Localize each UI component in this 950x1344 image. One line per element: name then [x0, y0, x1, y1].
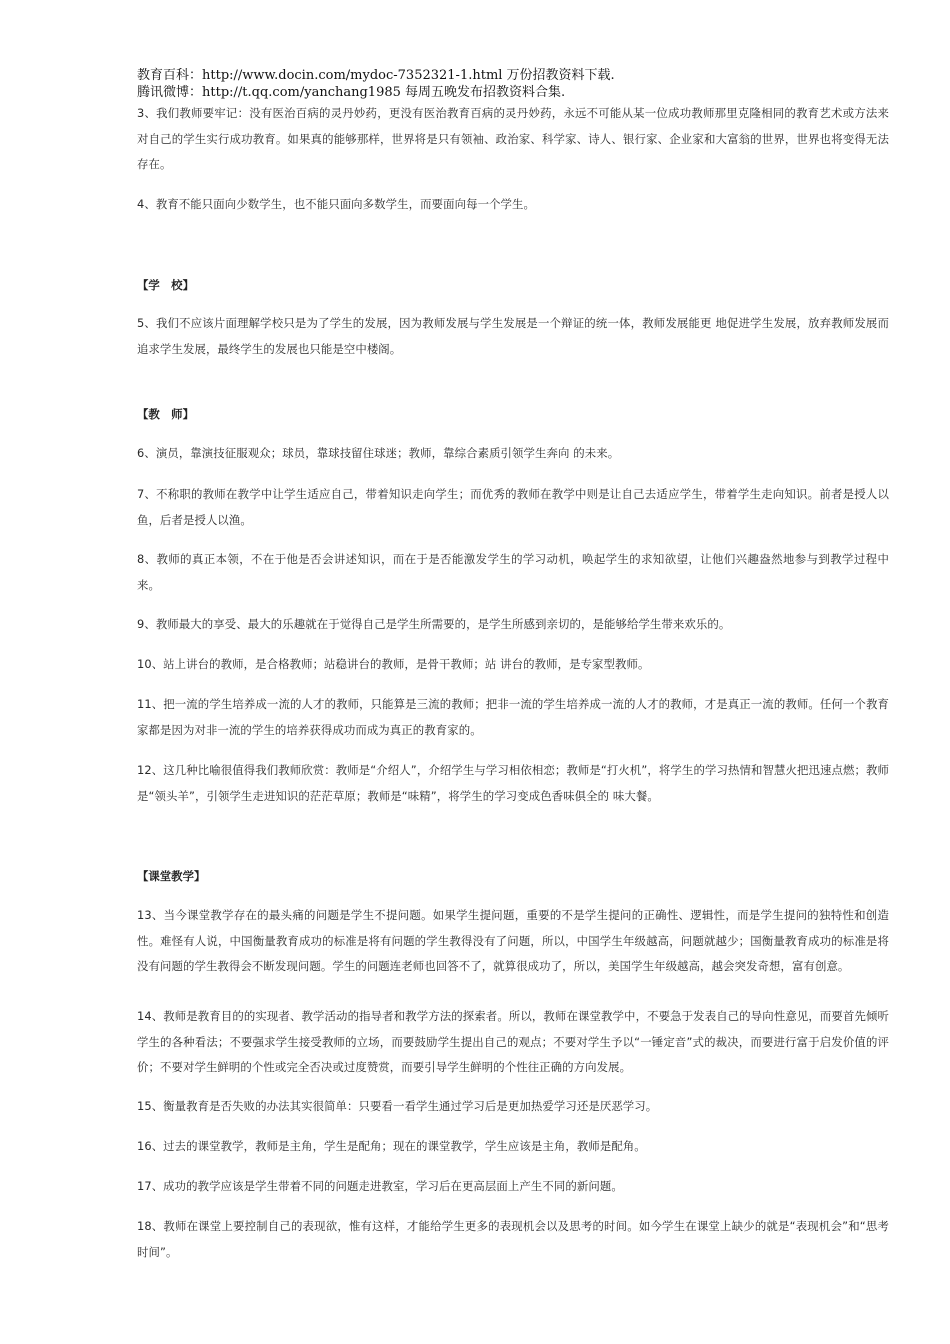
- header-line-docin: 教育百科：http://www.docin.com/mydoc-7352321-1.html 万份招教资料下载.: [137, 68, 615, 83]
- paragraph-6: 6、演员，靠演技征服观众；球员，靠球技留住球迷；教师，靠综合素质引领学生奔向 的未来。: [137, 446, 620, 460]
- section-heading-school: 【学 校】: [137, 278, 194, 292]
- paragraph-11: 11、把一流的学生培养成一流的人才的教师，只能算是三流的教师；把非一流的学生培养成一流的人才的教师，才是真正一流的教师。任何一个教育家都是因为对非一流的学生的培养获得成功而成为真正的教育家的。: [137, 697, 889, 737]
- paragraph-7: 7、不称职的教师在教学中让学生适应自己，带着知识走向学生；而优秀的教师在教学中则是让自己去适应学生，带着学生走向知识。前者是授人以鱼，后者是授人以渔。: [137, 487, 889, 527]
- paragraph-14: 14、教师是教育目的的实现者、教学活动的指导者和教学方法的探索者。所以，教师在课堂教学中，不要急于发表自己的导向性意见，而要首先倾听学生的各种看法；不要强求学生接受教师的立场，而要鼓励学生提出自己的观点；不要对学生予以“一锤定音”式的裁决，而要进行富于启发价值的评价；不要对学生鲜明的个性或完全否决或过度赞赏，而要引导学生鲜明的个性往正确的方向发展。: [137, 1009, 889, 1074]
- paragraph-18: 18、教师在课堂上要控制自己的表现欲，惟有这样，才能给学生更多的表现机会以及思考的时间。如今学生在课堂上缺少的就是“表现机会”和“思考时间”。: [137, 1219, 889, 1259]
- paragraph-13: 13、当今课堂教学存在的最头痛的问题是学生不提问题。如果学生提问题，重要的不是学生提问的正确性、逻辑性，而是学生提问的独特性和创造性。难怪有人说，中国衡量教育成功的标准是将有问题的学生教得没有了问题，所以，中国学生年级越高，问题就越少；国衡量教育成功的标准是将没有问题的学生教得会不断发现问题。学生的问题连老师也回答不了，就算很成功了，所以，美国学生年级越高，越会突发奇想，富有创意。: [137, 908, 889, 973]
- paragraph-15: 15、衡量教育是否失败的办法其实很简单：只要看一看学生通过学习后是更加热爱学习还是厌恶学习。: [137, 1099, 658, 1113]
- paragraph-4: 4、教育不能只面向少数学生，也不能只面向多数学生，而要面向每一个学生。: [137, 197, 536, 211]
- paragraph-9: 9、教师最大的享受、最大的乐趣就在于觉得自己是学生所需要的，是学生所感到亲切的，是能够给学生带来欢乐的。: [137, 617, 731, 631]
- paragraph-12: 12、这几种比喻很值得我们教师欣赏：教师是“介绍人”，介绍学生与学习相依相恋；教师是“打火机”，将学生的学习热情和智慧火把迅速点燃；教师是“领头羊”，引领学生走进知识的茫茫草原；教师是“味精”，将学生的学习变成色香味俱全的 味大餐。: [137, 763, 889, 803]
- section-heading-teacher: 【教 师】: [137, 407, 194, 421]
- paragraph-16: 16、过去的课堂教学，教师是主角，学生是配角；现在的课堂教学，学生应该是主角，教师是配角。: [137, 1139, 646, 1153]
- header-line-weibo: 腾讯微博：http://t.qq.com/yanchang1985 每周五晚发布招教资料合集.: [137, 85, 566, 100]
- section-heading-classroom: 【课堂教学】: [137, 869, 206, 883]
- paragraph-10: 10、站上讲台的教师，是合格教师；站稳讲台的教师，是骨干教师；站 讲台的教师，是专家型教师。: [137, 657, 650, 671]
- paragraph-3: 3、我们教师要牢记：没有医治百病的灵丹妙药，更没有医治教育百病的灵丹妙药，永远不可能从某一位成功教师那里克隆相同的教育艺术或方法来对自己的学生实行成功教育。如果真的能够那样，世界将是只有领袖、政治家、科学家、诗人、银行家、企业家和大富翁的世界，世界也将变得无法存在。: [137, 106, 889, 171]
- paragraph-8: 8、教师的真正本领，不在于他是否会讲述知识，而在于是否能激发学生的学习动机，唤起学生的求知欲望，让他们兴趣盎然地参与到教学过程中来。: [137, 552, 889, 592]
- paragraph-5: 5、我们不应该片面理解学校只是为了学生的发展，因为教师发展与学生发展是一个辩证的统一体，教师发展能更 地促进学生发展，放弃教师发展而追求学生发展，最终学生的发展也只能是空中楼阁。: [137, 316, 889, 356]
- paragraph-17: 17、成功的教学应该是学生带着不同的问题走进教室，学习后在更高层面上产生不同的新问题。: [137, 1179, 623, 1193]
